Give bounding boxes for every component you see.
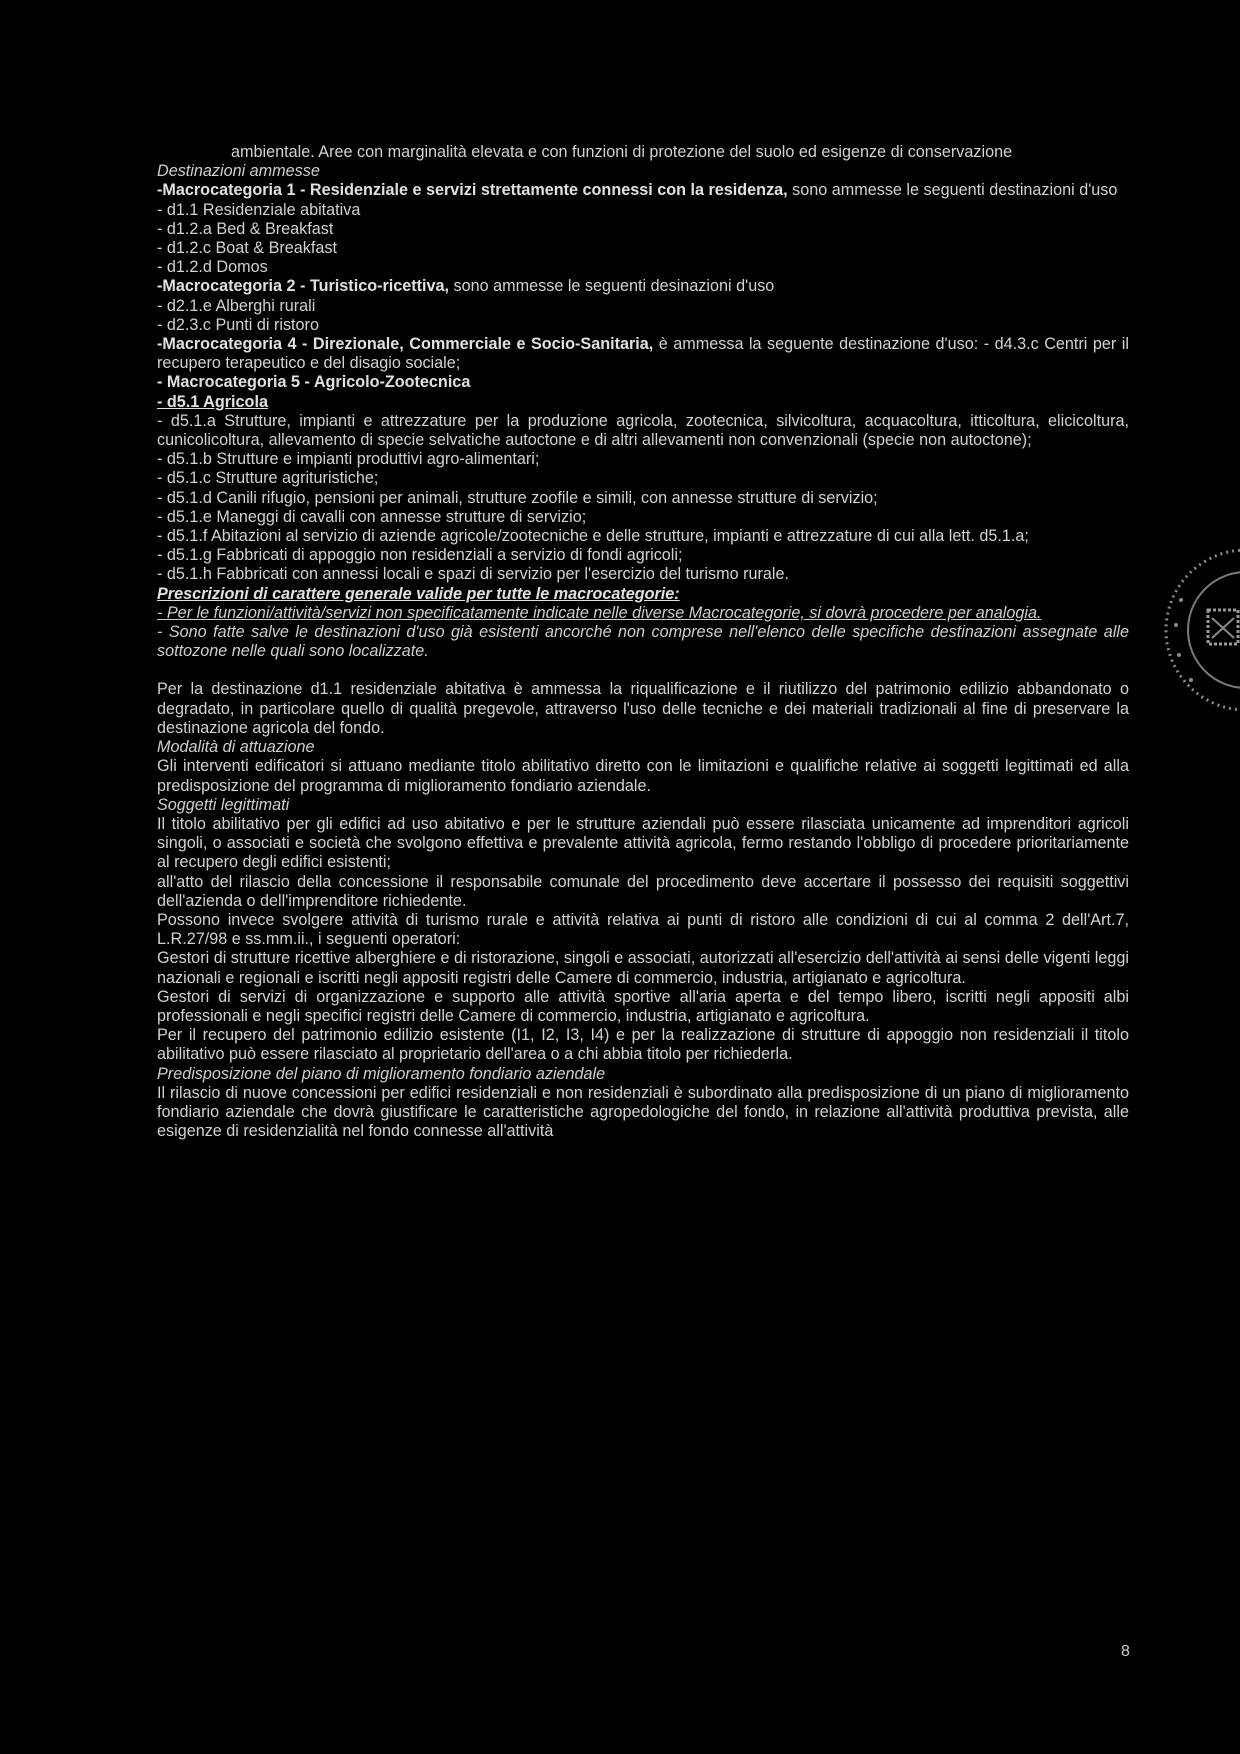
intro-paragraph: ambientale. Aree con marginalità elevata e con funzioni di protezione del suolo ed esigenze di conservazione — [231, 143, 1013, 161]
list-item: - d1.2.a Bed & Breakfast — [157, 219, 334, 238]
paragraph-gap — [157, 661, 1129, 680]
list-item: - d1.1 Residenziale abitativa — [157, 200, 361, 219]
prescrizioni-heading: Prescrizioni di carattere generale valide per tutte le macrocategorie: — [157, 584, 680, 603]
macro4-title: -Macrocategoria 4 - Direzionale, Commerciale e Socio-Sanitaria, — [157, 335, 654, 354]
list-item: - d5.1.b Strutture e impianti produttivi agro-alimentari; — [157, 450, 540, 469]
soggetti-heading: Soggetti legittimati — [157, 795, 290, 814]
destinazioni-heading: Destinazioni ammesse — [157, 162, 320, 181]
body-paragraph: Il rilascio di nuove concessioni per edifici residenziali e non residenziali è subordinato alla predisposizione di un piano di miglioramento fondiario aziendale che dovrà giustificare le caratteristiche agropedologiche del fondo, in relazione all'attività produttiva prevista, alle esigenze di residenzialità nel fondo connesse all'attività — [157, 1083, 1129, 1141]
list-item: - d1.2.d Domos — [157, 258, 268, 277]
list-item: - d2.1.e Alberghi rurali — [157, 296, 316, 315]
macro4-text: è ammessa la seguente destinazione d'uso: - d4.3.c Centri per il recupero terapeutico e del disagio sociale; — [157, 335, 1129, 373]
body-paragraph: Per il recupero del patrimonio edilizio esistente (I1, I2, I3, I4) e per la realizzazione di strutture di appoggio non residenziali il titolo abilitativo può essere rilasciato al proprietario dell'area o a chi abbia titolo per richiederla. — [157, 1026, 1129, 1064]
list-item: - d1.2.c Boat & Breakfast — [157, 239, 337, 258]
page-number: 8 — [1121, 1643, 1130, 1660]
body-paragraph: Possono invece svolgere attività di turismo rurale e attività relativa ai punti di ristoro alle condizioni di cui al comma 2 dell'Art.7, L.R.27/98 e ss.mm.ii., i seguenti operatori: — [157, 910, 1129, 949]
body-paragraph: all'atto del rilascio della concessione il responsabile comunale del procedimento deve accertare il possesso dei requisiti soggettivi dell'azienda o dell'imprenditore richiedente. — [157, 872, 1129, 910]
list-item: - d5.1.f Abitazioni al servizio di aziende agricole/zootecniche e delle strutture, impianti e attrezzature di cui alla lett. d5.1.a; — [157, 527, 1029, 546]
macro1-title: -Macrocategoria 1 - Residenziale e servizi strettamente connessi con la residenza, — [157, 181, 788, 200]
body-paragraph: Il titolo abilitativo per gli edifici ad uso abitativo e per le strutture aziendali può essere rilasciata unicamente ad imprenditori agricoli singoli, o associati e società che svolgono effettiva e prevalente attività agricola, fermo restando l'obbligo di procedere prioritariamente al recupero degli edifici esistenti; — [157, 814, 1129, 872]
body-paragraph: Gli interventi edificatori si attuano mediante titolo abilitativo diretto con le limitazioni e qualifiche relative ai soggetti legittimati ed alla predisposizione del programma di miglioramento fondiario aziendale. — [157, 757, 1129, 795]
list-item: - d5.1.c Strutture agrituristiche; — [157, 469, 379, 488]
prescrizione-item: - Per le funzioni/attività/servizi non specificatamente indicate nelle diverse Macrocategorie, si dovrà procedere per analogia. — [157, 603, 1042, 622]
macro2-title: -Macrocategoria 2 - Turistico-ricettiva, — [157, 277, 450, 296]
list-item: - d5.1.d Canili rifugio, pensioni per animali, strutture zoofile e simili, con annesse strutture di servizio; — [157, 488, 878, 507]
macro1-text: sono ammesse le seguenti destinazioni d'uso — [787, 181, 1118, 200]
document-page — [157, 143, 1129, 1141]
macro2-text: sono ammesse le seguenti desinazioni d'uso — [449, 277, 775, 296]
list-item: - d5.1.h Fabbricati con annessi locali e spazi di servizio per l'esercizio del turismo rurale. — [157, 565, 789, 584]
macro5-subtitle: - d5.1 Agricola — [157, 392, 268, 411]
macro2-paragraph — [157, 277, 1129, 296]
macro5-title: - Macrocategoria 5 - Agricolo-Zootecnica — [157, 373, 471, 392]
list-item: - d5.1.a Strutture, impianti e attrezzature per la produzione agricola, zootecnica, silvicoltura, acquacoltura, itticoltura, elicicoltura, cunicolicoltura, allevamento di specie selvatiche autoctone e di altri allevamenti non convenzionali (specie non autoctone); — [157, 411, 1129, 450]
official-stamp-icon — [1146, 530, 1240, 730]
macro4-paragraph — [157, 335, 1129, 373]
body-paragraph: Per la destinazione d1.1 residenziale abitativa è ammessa la riqualificazione e il riutilizzo del patrimonio edilizio abbandonato o degradato, in particolare quello di qualità pregevole, attraverso l'uso delle tecniche e dei materiali tradizionali al fine di preservare la destinazione agricola del fondo. — [157, 680, 1129, 737]
prescrizione-item: - Sono fatte salve le destinazioni d'uso già esistenti ancorché non comprese nell'elenco delle specifiche destinazioni assegnate alle sottozone nelle quali sono localizzate. — [157, 623, 1129, 661]
list-item: - d5.1.e Maneggi di cavalli con annesse strutture di servizio; — [157, 507, 587, 526]
macro1-paragraph — [157, 181, 1129, 200]
modalita-heading: Modalità di attuazione — [157, 738, 315, 757]
list-item: - d2.3.c Punti di ristoro — [157, 315, 319, 334]
body-paragraph: Gestori di servizi di organizzazione e supporto alle attività sportive all'aria aperta e del tempo libero, iscritti negli appositi albi professionali e negli specifici registri delle Camere di commercio, industria, artigianato e agricoltura. — [157, 987, 1129, 1025]
list-item: - d5.1.g Fabbricati di appoggio non residenziali a servizio di fondi agricoli; — [157, 546, 683, 565]
body-paragraph: Gestori di strutture ricettive alberghiere e di ristorazione, singoli e associati, autorizzati all'esercizio dell'attività ai sensi delle vigenti leggi nazionali e regionali e iscritti negli appositi registri delle Camere di commercio, industria, artigianato e agricoltura. — [157, 949, 1129, 987]
piano-heading: Predisposizione del piano di miglioramento fondiario aziendale — [157, 1064, 606, 1083]
